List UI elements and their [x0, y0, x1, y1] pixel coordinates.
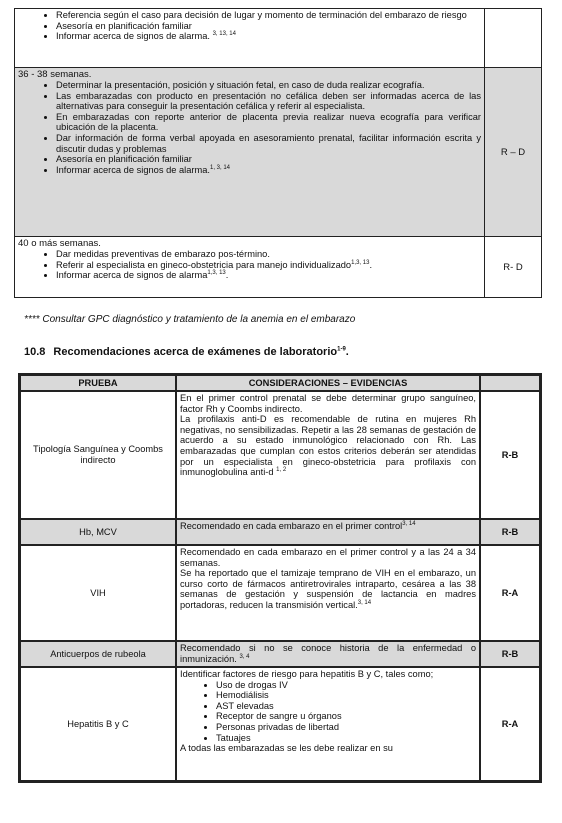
- test-name: Anticuerpos de rubeola: [20, 641, 176, 667]
- recommendations-table: [14, 8, 542, 298]
- paragraph: [180, 568, 476, 610]
- list-item: • Tatuajes: [216, 733, 476, 744]
- reference-superscript: 3, 4: [239, 653, 250, 660]
- list-item: • Las embarazadas con producto en presentación no cefálica deben ser informadas acerca de las alternativas para conseguir la presentación cefálica y referir al especialista.: [56, 91, 481, 112]
- reference-superscript: 3, 13, 14: [212, 31, 236, 38]
- recommendation-cell: [15, 237, 485, 298]
- list-item: • AST elevadas: [216, 701, 476, 712]
- bullet-list: [180, 680, 476, 744]
- table-row: [20, 641, 540, 667]
- item-text: Informar acerca de signos de alarma: [56, 270, 208, 281]
- list-item: • Dar información de forma verbal apoyada en asesoramiento prenatal, facilitar información escrita y discutir dudas y problemas: [56, 133, 481, 154]
- table-row: [15, 237, 542, 298]
- list-item: • Receptor de sangre u órganos: [216, 711, 476, 722]
- paragraph: [180, 521, 476, 532]
- grade-cell: R- D: [485, 237, 542, 298]
- grade-cell: [485, 9, 542, 68]
- grade-cell: R-B: [480, 519, 540, 545]
- list-item: [56, 165, 481, 176]
- grade-cell: R-A: [480, 667, 540, 781]
- list-item: • Determinar la presentación, posición y situación fetal, en caso de duda realizar ecografía.: [56, 80, 481, 91]
- list-item: • En embarazadas con reporte anterior de placenta previa realizar nueva ecografía para verificar ubicación de la placenta.: [56, 112, 481, 133]
- bullet-list: [18, 80, 481, 175]
- header-grade: [480, 375, 540, 391]
- reference-superscript: 1,3, 13: [207, 270, 226, 277]
- table-row: [20, 545, 540, 641]
- list-item: [56, 31, 481, 42]
- list-item: • Referir al especialista en gineco-obstetricia para manejo individualizado$^{1,3, 13}$.: [56, 260, 481, 271]
- paragraph: [180, 643, 476, 664]
- paragraph-text: Recomendado en cada embarazo en el primer control: [180, 521, 403, 531]
- reference-superscript: 3, 14: [402, 520, 416, 527]
- paragraph: [180, 414, 476, 478]
- item-text: Referir al especialista en gineco-obstetricia para manejo individualizado: [56, 259, 352, 270]
- header-prueba: PRUEBA: [20, 375, 176, 391]
- list-item: • Hemodiálisis: [216, 690, 476, 701]
- table-row: [20, 667, 540, 781]
- recommendation-cell: [15, 68, 485, 237]
- paragraph: Recomendado en cada embarazo en el primer control y a las 24 a 34 semanas.: [180, 547, 476, 568]
- list-item: • Uso de drogas IV: [216, 680, 476, 691]
- paragraph-text: Recomendado si no se conoce historia de la enfermedad o inmunización.: [180, 643, 476, 664]
- reference-superscript: 1,3, 13: [351, 259, 370, 266]
- list-item: • Asesoría en planificación familiar: [56, 21, 481, 32]
- grade-cell: R-B: [480, 641, 540, 667]
- list-item: • Informar acerca de signos de alarma$^{1,3, 13}$.: [56, 270, 481, 281]
- list-item: • Dar medidas preventivas de embarazo pos-término.: [56, 249, 481, 260]
- test-name: Hb, MCV: [20, 519, 176, 545]
- table-row: [15, 9, 542, 68]
- grade-cell: R-B: [480, 391, 540, 519]
- bullet-list: [18, 249, 481, 281]
- section-end: .: [345, 346, 349, 358]
- considerations-cell: [176, 391, 480, 519]
- reference-superscript: 1-9: [337, 346, 346, 353]
- considerations-cell: [176, 641, 480, 667]
- footnote: **** Consultar GPC diagnóstico y tratamiento de la anemia en el embarazo: [24, 314, 356, 325]
- bullet-list: [18, 10, 481, 42]
- paragraph-text: Se ha reportado que el tamizaje temprano de VIH en el embarazo, un curso corto de fármacos antiretrovirales intraparto, cesárea a las 38 semanas de gestación y suspensión de lactancia en madres portadoras, reducen la transmisión vertical.: [180, 568, 476, 610]
- list-item: • Referencia según el caso para decisión de lugar y momento de terminación del embarazo de riesgo: [56, 10, 481, 21]
- grade-cell: R – D: [485, 68, 542, 237]
- reference-superscript: 1, 3, 14: [210, 164, 231, 171]
- section-heading: [24, 346, 544, 358]
- item-text: Informar acerca de signos de alarma.: [56, 31, 210, 42]
- paragraph: En el primer control prenatal se debe determinar grupo sanguíneo, factor Rh y Coombs indirecto.: [180, 393, 476, 414]
- test-name: Hepatitis B y C: [20, 667, 176, 781]
- paragraph: Identificar factores de riesgo para hepatitis B y C, tales como;: [180, 669, 434, 679]
- reference-superscript: 1, 2: [276, 467, 287, 474]
- table-row: [20, 519, 540, 545]
- test-name: VIH: [20, 545, 176, 641]
- table-row: [15, 68, 542, 237]
- section-number: 10.8: [24, 346, 46, 358]
- grade-cell: R-A: [480, 545, 540, 641]
- paragraph-text: La profilaxis anti-D es recomendable de rutina en mujeres Rh negativas, no sensibilizadas. Repetir a las 28 semanas de gestación de acuerdo a su estado inmunológico relacionado con Rh. Las embarazadas que cumplan con estos criterios deberán ser atendidas por un especialista en gineco-obstetricia para profilaxis con inmunoglobulina anti-d: [180, 414, 476, 478]
- section-title: Recomendaciones acerca de exámenes de laboratorio: [53, 346, 338, 358]
- header-consideraciones: CONSIDERACIONES – EVIDENCIAS: [176, 375, 480, 391]
- header-row: [20, 375, 540, 391]
- considerations-cell: [176, 667, 480, 781]
- lab-tests-table: [18, 373, 542, 783]
- paragraph: A todas las embarazadas se les debe realizar en su: [180, 743, 393, 754]
- considerations-cell: [176, 545, 480, 641]
- list-item: • Asesoría en planificación familiar: [56, 154, 481, 165]
- row-title: 40 o más semanas.: [18, 238, 101, 249]
- considerations-cell: [176, 519, 480, 545]
- test-name: Tipología Sanguínea y Coombs indirecto: [20, 391, 176, 519]
- item-text: Informar acerca de signos de alarma.: [56, 164, 210, 175]
- table-row: [20, 391, 540, 519]
- reference-superscript: 3, 14: [357, 599, 372, 606]
- list-item: • Personas privadas de libertad: [216, 722, 476, 733]
- row-title: 36 - 38 semanas.: [18, 69, 92, 80]
- recommendation-cell: [15, 9, 485, 68]
